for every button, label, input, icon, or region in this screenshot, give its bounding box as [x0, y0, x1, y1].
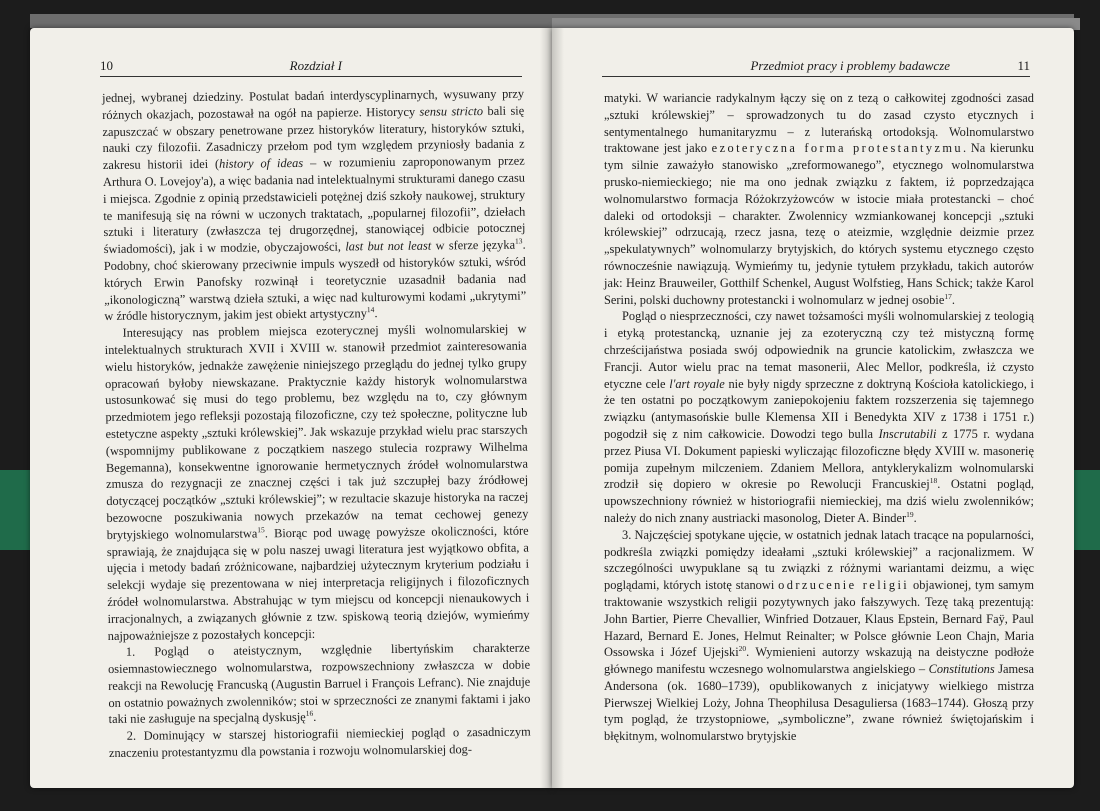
text-run: . Biorąc pod uwagę powyższe okoliczności, które sprawiają, że znajdująca się w polu naszej uwagi literatura jest wyjątkowo obfita, a ujęcia i metody badań zróżnicowane, najbardziej użytecznym kryterium podziału i selekcji wydaje się prezentowana w niej interpretacja religijnych i filozoficznych źródeł wolnomularstwa. Abstrahując w tym miejscu od koncepcji nienaukowych i irracjonalnych, a związanych głównie z tzw. spiskową teorią dziejów, wymieńmy najpoważniejsze z pozostałych koncepcji: [106, 523, 530, 643]
text-run: odrzucenie religii [778, 578, 910, 593]
text-run: . [374, 306, 378, 321]
background-green-strip-left [0, 470, 30, 550]
footnote-ref: 16 [305, 709, 314, 719]
text-run: nie były nigdy sprzeczne z doktryną Kościoła katolickiego, i że ten ostatni po początkowym zaniepokojeniu faktem rozszerzenia się tajemnego związku (antymasońskie bulle Klemensa XII i Benedykta XIV z 1738 i 1751 r.) pogodził się z nim całkowicie. Dowodzi tego bulla [604, 376, 1034, 441]
text-run: . Na kierunku tym silnie zaważyło stanowisko „zreformowanego”, etycznego wolnomularstwa prusko-niemieckiego; nie ma ono jednak związku z faktem, iż poprzedzająca wolnomularstwo formacja Różokrzyżowców w istocie miała protestancki – choć daleki od ortodoksji – charakter. Zwolennicy wzmiankowanej koncepcji „sztuki królewskiej” odrzucają, rzecz jasna, tezę o ateizmie, względnie deizmie przez „spekulatywnych” wolnomularzy brytyjskich, do których systemu etycznego często równocześnie nawiązują. Wymieńmy tu, jedynie tytułem przykładu, takich autorów jak: Heinz Brauweiler, Gotthilf Schenkel, August Wolfstieg, Hans Schick; także Karol Serini, polski duchowny protestancki i wolnomularz w jednej osobie [604, 141, 1034, 307]
footnote-ref: 20 [738, 644, 747, 654]
footnote-ref: 13 [514, 236, 523, 246]
left-page-body [102, 86, 531, 762]
left-page-number: 10 [100, 58, 113, 73]
text-run: . [951, 292, 955, 307]
text-run: l'art royale [669, 376, 725, 391]
text-run: . [313, 710, 317, 725]
paragraph [104, 321, 529, 645]
text-run: Pogląd o niesprzeczności, czy nawet tożsamości myśli wolnomularskiej z teologią i etyką protestancką, uznanie jej za ezoteryczną czy też mistyczną formę chrześcijaństwa posiada swój odpowiednik na gruncie katolickim, zwłaszcza we Francji. Autor wielu prac na temat masonerii, Alec Mellor, podkreśla, iż czysto etyczne cele [604, 309, 1034, 391]
paragraph [604, 308, 1034, 526]
left-running-header [100, 56, 522, 77]
paragraph [604, 90, 1034, 308]
right-page [552, 28, 1074, 788]
text-run: Inscrutabili [878, 426, 937, 441]
text-run: z 1775 r. wydana przez Piusa VI. Dokument papieski wyliczając filozoficzne błędy XVIII w. masonerię pomija zupełnym milczeniem. Zdaniem Mellora, antyklerykalizm wolnomularski zrodził się dopiero w okresie po Rewolucji Francuskiej [604, 426, 1034, 492]
text-run: objawionej, tym samym traktowanie wszystkich religii pozytywnych jako fałszywych. Tezę taką prezentują: John Bartier, Pierre Chevallier, Winfried Dotzauer, Klaus Epstein, Bernard Faÿ, Paul Hazard, Bernard E. Jones, Helmut Reinalter; w Polsce głównie Leon Chajn, Maria Ossowska i Józef Ujejski [604, 578, 1034, 660]
text-run: last but not least [345, 238, 432, 254]
text-run: w sferze języka [431, 237, 516, 253]
paragraph [604, 527, 1034, 745]
text-run: . Ostatni pogląd, upowszechniony również w historiografii niemieckiej, ma dziś wielu zwolenników; należy do nich znany austriacki masonolog, Dieter A. Binder [604, 477, 1034, 525]
text-run: . Podobny, choć skierowany przeciwnie impuls wyszedł od historyków sztuki, wśród których Erwin Panofsky rozwinął i teoretycznie uzasadnił badania nad „ikonologiczną” warstwą dzieła sztuki, a więc nad kulturowymi kodami „ukrytymi” w źródle historycznym, jakim jest obiekt artystyczny [103, 237, 527, 324]
text-run: bali się zapuszczać w obszary penetrowane przez historyków literatury, historyków sztuki, nauki czy filozofii. Zasadniczy przełom pod tym względem przyniosły badania z zakresu historii idei ( [102, 103, 525, 173]
right-page-body [604, 90, 1034, 745]
footnote-ref: 17 [944, 291, 952, 301]
text-run: history of ideas [219, 156, 304, 171]
text-run: 2. Dominujący w starszej historiografii niemieckiej pogląd o zasadniczym znaczeniu protestantyzmu dla powstania i rozwoju wolnomularskiej dog- [108, 724, 531, 761]
footnote-ref: 14 [366, 305, 375, 315]
text-run: Jamesa Andersona (ok. 1680–1739), opublikowanych z inicjatywy wielkiego mistrza Pierwszej Wielkiej Loży, Johna Theophilusa Desaguliersa (1683–1744). Głoszą przy tym pogląd, że trzystopniowe, „symboliczne”, zwane również świętojańskim i błękitnym, wolnomularstwo brytyjskie [604, 662, 1034, 744]
background-green-strip-right [1070, 470, 1100, 550]
text-run: . [913, 510, 917, 525]
footnote-ref: 15 [257, 524, 265, 534]
text-run: jednej, wybranej dziedziny. Postulat badań interdyscyplinarnych, wysuwany przy różnych okazjach, pozostawał na ogół na papierze. Historycy [102, 86, 525, 122]
left-page [30, 28, 552, 788]
text-run: Constitutions [928, 662, 995, 677]
paragraph [109, 724, 531, 762]
right-running-title: Przedmiot pracy i problemy badawcze [750, 58, 950, 73]
text-run: – w rozumieniu zaproponowanym przez Arthura O. Lovejoy'a), a więc badania nad intelektualnymi strukturami danego czasu i miejsca. Zgodnie z opinią przedstawicieli potężnej dziś szkoły naukowej, struktury te manifesują się na równi w uczonych traktatach, „popularnej filozofii”, dziełach sztuki i literatury (zwłaszcza tej drugorzędnej, stanowiącej odbicie potocznej świadomości), jak i w modzie, obyczajowości, [102, 153, 526, 257]
right-running-header [602, 56, 1030, 77]
paragraph [102, 86, 526, 326]
paragraph [108, 640, 531, 728]
left-running-title: Rozdział I [289, 58, 342, 73]
text-run: 1. Pogląd o ateistycznym, względnie libertyńskim charakterze osiemnastowiecznego wolnomularstwa, rozpowszechniony zwłaszcza w dobie reakcji na Rewolucję Francuską (Augustin Barruel i François Lefranc). Nie znajduje on ostatnio poważnych zwolenników; stoi w sprzeczności ze znanymi faktami i jako taki nie zasługuje na specjalną dyskusję [107, 640, 531, 727]
text-run: . Wymienieni autorzy wskazują na deistyczne podłoże głównego manifestu wczesnego wolnomularstwa angielskiego – [604, 645, 1034, 677]
text-run: ezoteryczna forma protestantyzmu [711, 141, 963, 156]
footnote-ref: 19 [906, 509, 914, 519]
footnote-ref: 18 [929, 476, 938, 486]
text-run: sensu stricto [419, 103, 484, 119]
right-page-number: 11 [1017, 58, 1030, 73]
text-run: Interesujący nas problem miejsca ezoterycznej myśli wolnomularskiej w intelektualnych strukturach XVII i XVIII w. stanowił przedmiot zainteresowania wielu historyków, jednakże zawężenie niniejszego przeglądu do jednej tylko grupy opracowań byłoby niewskazane. Praktycznie każdy historyk wolnomularstwa ustosunkować się musi do tego problemu, bez względu na to, czy głównym przedmiotem jego refleksji pozostają filozoficzne, czy też społeczne, polityczne lub estetyczne aspekty „sztuki królewskiej”. Jak wskazuje przykład wielu prac starszych (wspomnijmy publikowane z początkiem naszego stulecia rozprawy Wilhelma Begemanna), konsekwentne ignorowanie hermetycznych źródeł wolnomularstwa zmusza do rezygnacji ze znacznej części i tak już szczupłej bazy źródłowej dotyczącej początków „sztuki królewskiej”; w rezultacie skazuje historyka na raczej bezowocne poszukiwania nowych przekazów na temat cechowej genezy brytyjskiego wolnomularstwa [104, 321, 529, 542]
text-run: matyki. W wariancie radykalnym łączy się on z tezą o całkowitej zgodności zasad „sztuki królewskiej” – sprowadzonych tu do zasad czysto etycznych i sentymentalnego humanitaryzmu – z luterańską ortodoksją. Wolnomularstwo traktowane jest jako [604, 91, 1034, 156]
text-run: 3. Najczęściej spotykane ujęcie, w ostatnich jednak latach tracące na popularności, podkreśla związki pomiędzy ideałami „sztuki królewskiej” a racjonalizmem. W szczególności uwypuklane są tu związki z różnymi wariantami deizmu, a więc poglądami, których istotę stanowi [604, 527, 1034, 593]
